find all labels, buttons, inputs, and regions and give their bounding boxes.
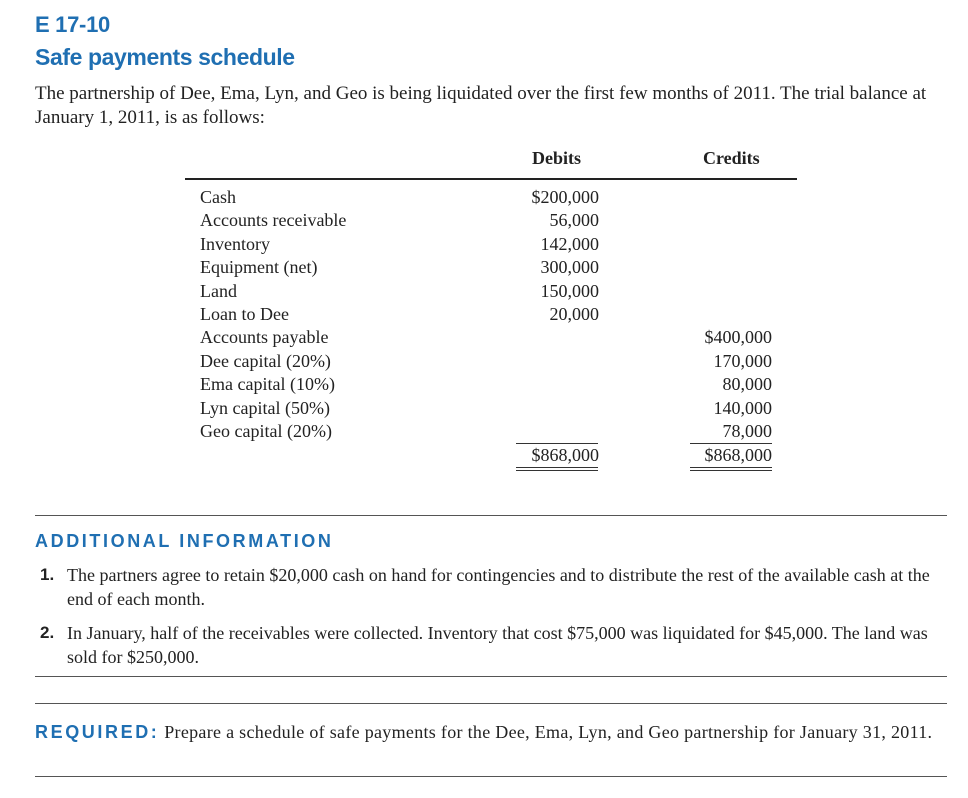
account-name: Cash (200, 187, 236, 207)
debits-column-header: Debits (532, 148, 581, 168)
trial-balance-row (200, 303, 800, 326)
account-name: Land (200, 280, 237, 301)
debit-double-rule-1 (516, 467, 598, 468)
trial-balance-row (200, 397, 800, 420)
account-name: Geo capital (20%) (200, 420, 332, 441)
account-name: Accounts payable (200, 327, 329, 348)
credit-amount: 80,000 (722, 374, 772, 395)
trial-balance-row (200, 209, 800, 232)
info-item-number: 2. (40, 623, 55, 642)
account-name: Equipment (net) (200, 257, 318, 278)
account-name: Loan to Dee (200, 303, 289, 324)
trial-balance-row (200, 256, 800, 279)
credits-column-header: Credits (703, 148, 760, 168)
info-item-number: 1. (40, 565, 55, 584)
credit-amount: $400,000 (704, 327, 772, 348)
debit-amount: 142,000 (540, 233, 599, 254)
account-name: Inventory (200, 233, 270, 254)
credit-amount: 140,000 (713, 397, 772, 418)
section-divider (35, 515, 947, 516)
info-item-text: In January, half of the receivables were collected. Inventory that cost $75,000 was liquidated for $45,000. The land was sold for $250,000. (67, 623, 928, 667)
additional-info-heading: ADDITIONAL INFORMATION (35, 531, 334, 551)
total-debits: $868,000 (531, 445, 599, 465)
debit-amount: 56,000 (549, 210, 599, 231)
required-label: REQUIRED: (35, 722, 160, 742)
header-rule (185, 178, 797, 180)
debit-amount: 150,000 (540, 280, 599, 301)
account-name: Lyn capital (50%) (200, 397, 330, 418)
credit-double-rule-2 (690, 470, 772, 471)
section-divider (35, 776, 947, 777)
total-credits: $868,000 (704, 445, 772, 465)
section-divider (35, 703, 947, 704)
trial-balance-row (200, 420, 800, 443)
trial-balance-row (200, 280, 800, 303)
section-divider (35, 676, 947, 677)
exercise-code: E 17-10 (35, 12, 110, 37)
debit-amount: 300,000 (540, 257, 599, 278)
trial-balance-table (200, 186, 800, 443)
debit-amount: $200,000 (531, 187, 599, 207)
account-name: Accounts receivable (200, 210, 347, 231)
info-item-text: The partners agree to retain $20,000 cash on hand for contingencies and to distribute the rest of the available cash at the end of each month. (67, 565, 930, 609)
account-name: Ema capital (10%) (200, 374, 335, 395)
account-name: Dee capital (20%) (200, 350, 331, 371)
exercise-title: Safe payments schedule (35, 44, 295, 70)
trial-balance-row (200, 326, 800, 349)
info-item-1 (35, 563, 950, 611)
debit-double-rule-2 (516, 470, 598, 471)
info-item-2 (35, 621, 950, 669)
credit-amount: 78,000 (722, 420, 772, 441)
exercise-intro: The partnership of Dee, Ema, Lyn, and Geo is being liquidated over the first few months of 2011. The trial balance at January 1, 2011, is as follows: (35, 83, 927, 128)
credit-amount: 170,000 (713, 350, 772, 371)
trial-balance-row (200, 233, 800, 256)
trial-balance-row (200, 373, 800, 396)
required-text: Prepare a schedule of safe payments for the Dee, Ema, Lyn, and Geo partnership for January 31, 2011. (164, 722, 933, 742)
required-paragraph (35, 719, 950, 745)
credit-double-rule-1 (690, 467, 772, 468)
trial-balance-row (200, 350, 800, 373)
debit-amount: 20,000 (549, 303, 599, 324)
trial-balance-row (200, 186, 800, 209)
